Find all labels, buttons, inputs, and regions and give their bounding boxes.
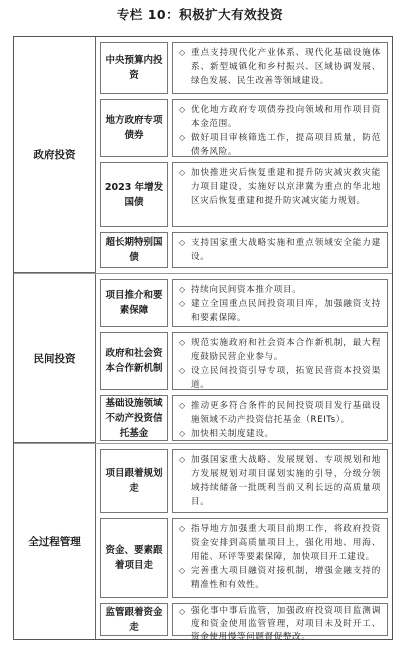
diamond-bullet-icon: ◇	[179, 238, 186, 247]
list-item	[179, 399, 381, 427]
row-label-text: 监管跟着资金走	[105, 606, 163, 633]
row-content-2023-additional-bonds	[172, 162, 388, 227]
row-label-text: 资金、要素跟着项目走	[105, 545, 163, 571]
diamond-bullet-icon: ◇	[179, 524, 186, 533]
diamond-bullet-icon: ◇	[179, 105, 186, 114]
row-label-text: 项目推介和要素保障	[105, 290, 163, 316]
row-label-text: 政府和社会资本合作新机制	[105, 348, 163, 374]
row-content-funds-follow-project	[172, 518, 388, 598]
list-item	[179, 605, 381, 644]
item-text: 重点支持现代化产业体系、现代化基础设施体系、新型城镇化和乡村振兴、区域协调发展、绿色发展、民生改善等领域建设。	[191, 48, 381, 86]
section-label-text: 民间投资	[33, 352, 76, 365]
list-item	[179, 522, 381, 564]
item-text: 优化地方政府专项债券投向领域和用作项目资本金范围。	[191, 105, 381, 129]
list-item	[179, 336, 381, 364]
row-label-reits	[100, 395, 168, 441]
list-item	[179, 166, 381, 208]
diamond-bullet-icon: ◇	[179, 607, 186, 616]
item-text: 强化事中事后监管，加强政府投资项目监测调度和资金使用监管管理，对项目未及时开工、资金使用慢等问题督促整改。	[191, 606, 381, 642]
item-text: 完善重大项目融资对接机制，增强金融支持的精准性和有效性。	[191, 566, 381, 590]
diamond-bullet-icon: ◇	[179, 133, 186, 142]
row-content-local-special-bonds	[172, 99, 388, 157]
section-label-text: 政府投资	[33, 149, 76, 161]
row-content-reits	[172, 395, 388, 441]
row-label-ultra-long-bonds	[100, 232, 168, 268]
item-text: 做好项目审核筛选工作，提高项目质量，防范债务风险。	[191, 133, 381, 157]
section-label-text: 全过程管理	[28, 536, 81, 548]
list-item	[179, 297, 381, 325]
investment-table	[13, 36, 393, 640]
diamond-bullet-icon: ◇	[179, 48, 186, 57]
diamond-bullet-icon: ◇	[179, 401, 186, 410]
row-label-ppp-mechanism	[100, 332, 168, 390]
diamond-bullet-icon: ◇	[179, 429, 186, 438]
list-item	[179, 131, 381, 159]
row-label-local-special-bonds	[100, 99, 168, 157]
row-content-project-follows-plan	[172, 449, 388, 513]
item-text: 指导地方加强重大项目前期工作，将政府投资资金安排到高质量项目上，强化用地、用海、用能、环评等要素保障，加快项目开工建设。	[191, 524, 381, 562]
diamond-bullet-icon: ◇	[179, 566, 186, 575]
diamond-bullet-icon: ◇	[179, 168, 186, 177]
row-label-project-follows-plan	[100, 449, 168, 513]
row-content-ultra-long-bonds	[172, 232, 388, 268]
item-text: 支持国家重大战略实施和重点领域安全能力建设。	[191, 238, 381, 262]
diamond-bullet-icon: ◇	[179, 455, 186, 464]
item-text: 推动更多符合条件的民间投资项目发行基础设施领域不动产投资信托基金（REITs）。	[191, 401, 381, 425]
list-item	[179, 564, 381, 592]
row-label-text: 中央预算内投资	[105, 55, 163, 81]
row-content-supervision-follows-funds	[172, 603, 388, 642]
item-text: 加快推进灾后恢复重建和提升防灾减灾救灾能力项目建设，实施好以京津冀为重点的华北地区灾后恢复重建和提升防灾减灾能力规划。	[191, 168, 381, 206]
section-label-government-investment	[14, 37, 96, 273]
item-text: 加强国家重大战略、发展规划、专项规划和地方发展规划对项目谋划实施的引导，分级分领域持续储备一批既利当前又利长远的高质量项目。	[191, 455, 381, 507]
item-text: 规范实施政府和社会资本合作新机制，最大程度鼓励民营企业参与。	[191, 338, 381, 362]
row-label-text: 项目跟着规划走	[105, 468, 163, 494]
diamond-bullet-icon: ◇	[179, 299, 186, 308]
list-item	[179, 453, 381, 509]
row-label-text: 地方政府专项债券	[105, 115, 163, 141]
item-text: 加快相关制度建设。	[191, 429, 274, 439]
row-content-project-promotion	[172, 279, 388, 327]
row-label-project-promotion	[100, 279, 168, 327]
item-text: 建立全国重点民间投资项目库，加强融资支持和要素保障。	[191, 299, 381, 323]
row-label-2023-additional-bonds	[100, 162, 168, 227]
item-text: 设立民间投资引导专项，拓宽民营资本投资渠道。	[191, 366, 381, 390]
list-item	[179, 364, 381, 392]
list-item	[179, 427, 381, 441]
row-label-funds-follow-project	[100, 518, 168, 598]
row-content-central-budget	[172, 42, 388, 94]
section-label-whole-process-management	[14, 444, 96, 639]
list-item	[179, 46, 381, 88]
column-title: 专栏 10：积极扩大有效投资	[116, 7, 284, 22]
row-label-supervision-follows-funds	[100, 603, 168, 636]
diamond-bullet-icon: ◇	[179, 366, 186, 375]
row-label-text: 基础设施领域不动产投资信托基金	[105, 397, 163, 439]
diamond-bullet-icon: ◇	[179, 285, 186, 294]
list-item	[179, 103, 381, 131]
row-label-central-budget	[100, 42, 168, 94]
item-text: 持续向民间资本推介项目。	[191, 285, 302, 295]
diamond-bullet-icon: ◇	[179, 338, 186, 347]
list-item	[179, 283, 381, 297]
row-label-text: 超长期特别国债	[105, 237, 163, 263]
section-label-private-investment	[14, 274, 96, 443]
list-item	[179, 236, 381, 264]
row-content-ppp-mechanism	[172, 332, 388, 390]
row-label-text: 2023 年增发国债	[104, 181, 164, 208]
